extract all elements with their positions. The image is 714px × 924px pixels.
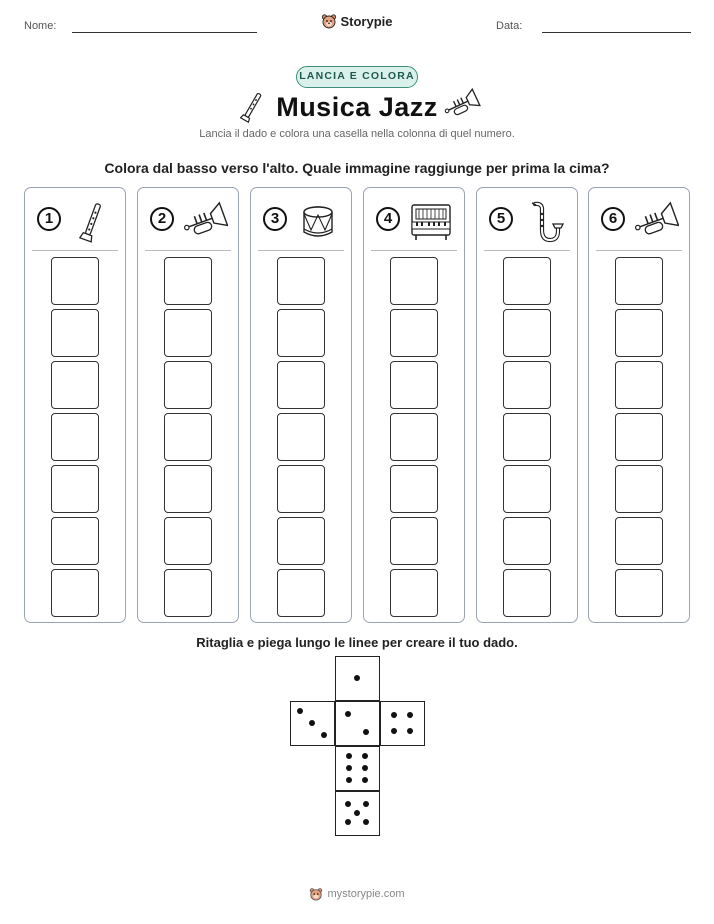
die-face-6 (335, 746, 380, 791)
column-number: 1 (37, 207, 61, 231)
date-line[interactable] (542, 32, 691, 33)
color-cell[interactable] (390, 517, 438, 565)
color-cell[interactable] (164, 413, 212, 461)
column-3 (250, 187, 352, 623)
color-cell[interactable] (390, 569, 438, 617)
color-cell[interactable] (164, 569, 212, 617)
column-divider (484, 250, 570, 251)
die-pip (362, 765, 368, 771)
storypie-bear-icon (309, 887, 323, 901)
column-number: 3 (263, 207, 287, 231)
color-cell[interactable] (503, 517, 551, 565)
column-number: 4 (376, 207, 400, 231)
color-cell[interactable] (51, 257, 99, 305)
color-cell[interactable] (615, 257, 663, 305)
die-pip (363, 819, 369, 825)
brand-name: Storypie (340, 13, 393, 29)
name-label: Nome: (24, 20, 57, 32)
column-number: 5 (489, 207, 513, 231)
brand-logo (0, 13, 714, 34)
color-cell[interactable] (164, 361, 212, 409)
color-cell[interactable] (51, 465, 99, 513)
die-pip (345, 711, 351, 717)
die-pip (407, 728, 413, 734)
color-cell[interactable] (277, 413, 325, 461)
column-divider (145, 250, 231, 251)
columns-grid (24, 187, 690, 623)
color-cell[interactable] (277, 309, 325, 357)
color-cell[interactable] (51, 517, 99, 565)
color-cell[interactable] (164, 465, 212, 513)
die-pip (346, 777, 352, 783)
footer-url: mystorypie.com (327, 888, 405, 900)
clarinet-icon (69, 200, 115, 244)
storypie-bear-icon (321, 13, 337, 29)
color-cell[interactable] (51, 309, 99, 357)
column-number: 2 (150, 207, 174, 231)
color-cell[interactable] (503, 257, 551, 305)
color-cell[interactable] (390, 257, 438, 305)
die-face-3 (290, 701, 335, 746)
color-cell[interactable] (390, 465, 438, 513)
color-cell[interactable] (277, 361, 325, 409)
die-face-2 (335, 701, 380, 746)
die-pip (354, 675, 360, 681)
die-pip (297, 708, 303, 714)
footer (0, 887, 714, 906)
color-cell[interactable] (51, 361, 99, 409)
color-cell[interactable] (615, 517, 663, 565)
drum-icon (295, 200, 341, 244)
die-pip (345, 801, 351, 807)
color-cell[interactable] (390, 309, 438, 357)
color-cell[interactable] (277, 569, 325, 617)
column-divider (371, 250, 457, 251)
color-cell[interactable] (615, 569, 663, 617)
column-4 (363, 187, 465, 623)
color-cell[interactable] (615, 361, 663, 409)
die-pip (362, 753, 368, 759)
die-pip (407, 712, 413, 718)
color-cell[interactable] (390, 361, 438, 409)
column-divider (596, 250, 682, 251)
color-cell[interactable] (503, 413, 551, 461)
die-face-5 (335, 791, 380, 836)
cut-instruction: Ritaglia e piega lungo le linee per creare il tuo dado. (196, 635, 518, 650)
column-number: 6 (601, 207, 625, 231)
saxophone-icon (521, 200, 567, 244)
color-cell[interactable] (277, 517, 325, 565)
column-divider (258, 250, 344, 251)
color-cell[interactable] (615, 413, 663, 461)
column-1 (24, 187, 126, 623)
color-cell[interactable] (615, 309, 663, 357)
die-pip (321, 732, 327, 738)
color-cell[interactable] (51, 413, 99, 461)
color-cell[interactable] (164, 517, 212, 565)
color-cell[interactable] (164, 257, 212, 305)
color-cell[interactable] (390, 413, 438, 461)
trumpet-icon (182, 200, 228, 244)
activity-badge: LANCIA E COLORA (296, 66, 418, 88)
die-face-1 (335, 656, 380, 701)
column-5 (476, 187, 578, 623)
die-pip (363, 801, 369, 807)
color-cell[interactable] (277, 465, 325, 513)
color-cell[interactable] (503, 569, 551, 617)
color-cell[interactable] (503, 465, 551, 513)
subtitle: Lancia il dado e colora una casella nella colonna di quel numero. (199, 128, 515, 140)
color-cell[interactable] (277, 257, 325, 305)
die-pip (345, 819, 351, 825)
color-cell[interactable] (615, 465, 663, 513)
color-cell[interactable] (503, 361, 551, 409)
die-pip (354, 810, 360, 816)
instruction: Colora dal basso verso l'alto. Quale immagine raggiunge per prima la cima? (104, 160, 610, 176)
piano-icon (408, 200, 454, 244)
color-cell[interactable] (503, 309, 551, 357)
die-pip (346, 753, 352, 759)
date-label: Data: (496, 20, 523, 32)
die-net (290, 656, 426, 836)
die-pip (309, 720, 315, 726)
die-pip (391, 712, 397, 718)
die-pip (346, 765, 352, 771)
die-pip (391, 728, 397, 734)
die-face-4 (380, 701, 425, 746)
page-title: Musica Jazz (276, 92, 438, 122)
column-2 (137, 187, 239, 623)
die-pip (362, 777, 368, 783)
trumpet-icon (443, 88, 481, 122)
color-cell[interactable] (51, 569, 99, 617)
trumpet-icon (633, 200, 679, 244)
die-pip (363, 729, 369, 735)
column-divider (32, 250, 118, 251)
column-6 (588, 187, 690, 623)
color-cell[interactable] (164, 309, 212, 357)
